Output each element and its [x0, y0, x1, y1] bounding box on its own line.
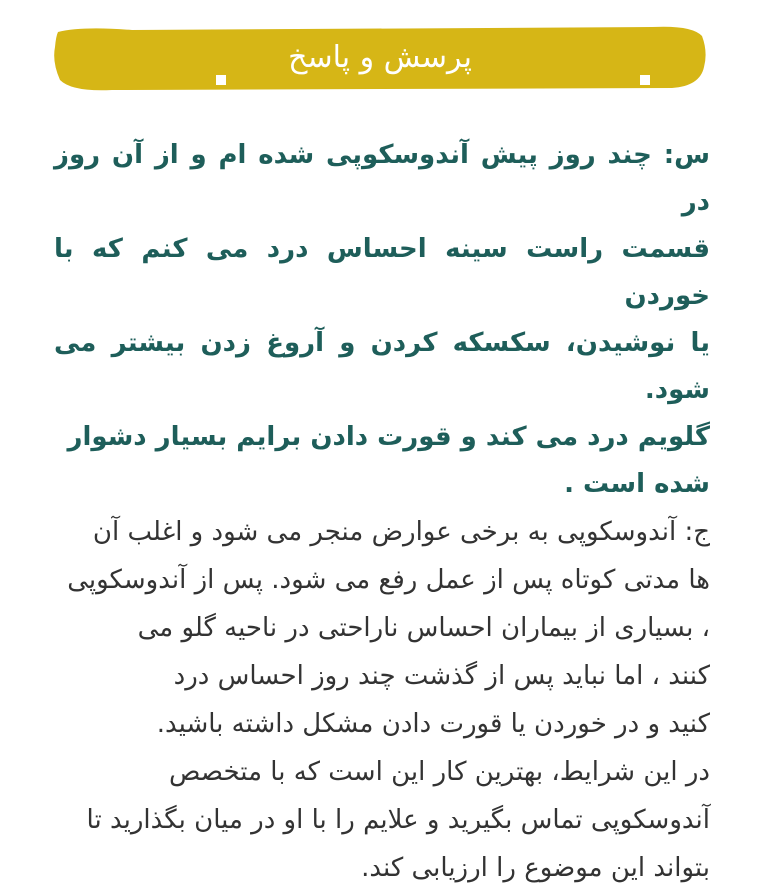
banner-title: پرسش و پاسخ: [288, 39, 472, 75]
question-line: گلویم درد می کند و قورت دادن برایم بسیار دشوار: [67, 422, 710, 452]
qa-content: [54, 132, 710, 892]
question-line: س: چند روز پیش آندوسکوپی شده ام و از آن روز در: [54, 140, 710, 217]
answer-line: در این شرایط، بهترین کار این است که با متخصص: [169, 757, 710, 787]
answer-line: بتواند این موضوع را ارزیابی کند.: [361, 853, 710, 883]
question-line: قسمت راست سینه احساس درد می کنم که با خوردن: [54, 234, 710, 311]
question-line: شده است .: [564, 469, 710, 499]
answer-block: [54, 508, 710, 892]
question-block: [54, 132, 710, 508]
answer-line: ج: آندوسکوپی به برخی عوارض منجر می شود و اغلب آن: [92, 517, 710, 547]
left-bullet-icon: [216, 75, 226, 85]
answer-line: آندوسکوپی تماس بگیرید و علایم را با او در میان بگذارید تا: [86, 805, 710, 835]
answer-line: کنید و در خوردن یا قورت دادن مشکل داشته باشید.: [156, 709, 710, 739]
answer-line: ها مدتی کوتاه پس از عمل رفع می شود. پس از آندوسکوپی: [67, 565, 710, 595]
right-bullet-icon: [640, 75, 650, 85]
question-line: یا نوشیدن، سکسکه کردن و آروغ زدن بیشتر می شود.: [54, 328, 710, 405]
section-banner: [52, 22, 708, 92]
answer-line: کنند ، اما نباید پس از گذشت چند روز احساس درد: [173, 661, 710, 691]
answer-line: ، بسیاری از بیماران احساس ناراحتی در ناحیه گلو می: [137, 613, 710, 643]
